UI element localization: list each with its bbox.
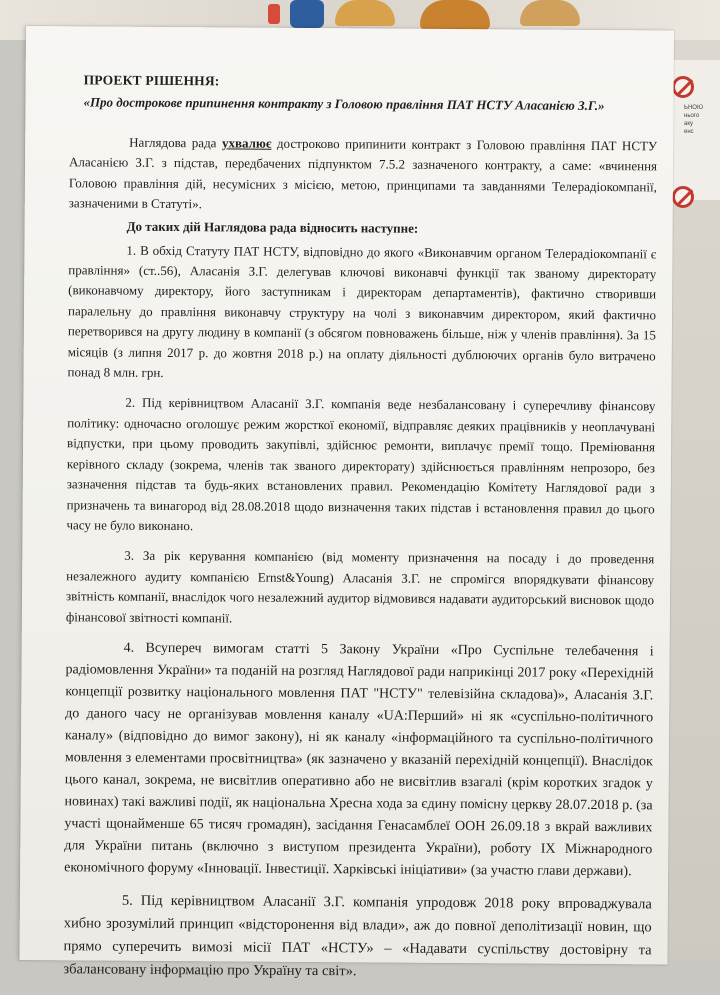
list-item: 3. За рік керування компанією (від моменту призначення на посаду і до проведення незалежного аудиту компанією Ernst&Young) Аласанія З.Г. не спромігся впорядкувати фінансову звітність компанії, внаслідок чого незалежний аудитор відмовився надавати аудиторський висновок щодо фінансової звітності компанії. [65,548,655,625]
no-smoking-icon [672,76,694,98]
intro-paragraph [69,132,658,218]
document-title: ПРОЕКТ РІШЕННЯ: [83,72,220,89]
side-card-note: ЬНОЮ нього аку енс [684,105,703,135]
paper-sheet [19,26,674,980]
section-heading: До таких дій Наглядова рада відносить наступне: [126,218,419,236]
food-image-1 [335,0,395,26]
list-item: 2. Під керівництвом Аласанії З.Г. компанія веде незбалансовану і суперечливу фінансову політику: одночасно оголошує режим жорсткої економії, відправляє деяких працівників у неоплачувані відпустки, при цьому проводить закупівлі, здійснює ремонти, виплачує премії тощо. Преміювання керівного складу (зокрема, членів так званого директорату) здійснюється правлінням непрозоро, без зазначення підстав та будь-яких встановлених правил. Рекомендацію Комітету Наглядової ради з призначень та винагород від 28.08.2018 щодо визначення таких підстав і встановлення правил до цього часу не було виконано. [66,395,656,534]
food-image-2 [520,0,580,26]
list-item: 1. В обхід Статуту ПАТ НСТУ, відповідно до якого «Виконавчим органом Телерадіокомпанії є правління» (ст..56), Аласанія З.Г. делегував ключові виконавчі функції так званому директорату (виконавчому директору, його заступникам і директорам департаментів), фактично створивши паралельну до правління виконавчу структуру на чолі з виконавчим директором, який фактично перетворився на другу людину в компанії (з обсягом повноважень більше, ніж у членів правління). За 15 місяців (з липня 2017 р. до жовтня 2018 р.) на оплату діяльності дублюючих органів було витрачено понад 8 млн. грн. [67,242,657,381]
intro-rest: достроково припинити контракт з Головою правління ПАТ НСТУ Аласанією З.Г. з підстав, передбачених підпунктом 7.5.2 зазначеного контракту, а саме: «вчинення Головою правління дій, несумісних з місією, метою, принципами та завданнями Телерадіокомпанії, зазначеними в Статуті». [68,135,658,212]
burger-image [420,0,490,30]
cup-image [290,0,324,28]
document-body [63,72,657,995]
list-item: 4. Всупереч вимогам статті 5 Закону України «Про Суспільне телебачення і радіомовлення України» та поданій на розгляд Наглядової ради наприкінці 2017 року «Перехідній концепції розвитку національного мовлення ПАТ "НСТУ" телевізійна складова)», Аласанія З.Г. до даного часу не організував мовлення каналу «UA:Перший» ні як «суспільно-політичного каналу» (відповідно до вимог закону), ні як каналу «інформаційного та суспільно-політичного мовлення з елементами просвітництва» (як зазначено у вказаній перехідній концепції). Внаслідок цього канал, зокрема, не висвітлив оперативно або не висвітлив взагалі (крім коротких згадок у новинах) такі важливі події, як національна Хресна хода за єдину помісну церкву 28.07.2018 р. (за участі щонайменше 65 тисяч громадян), засідання Генасамблеї ООН 26.09.18 з вкрай важливих для України питань (включно з виступом президента України), роботу IX Міжнародного економічного форуму «Інновації. Інвестиції. Харківські ініціативи» (за участю глави держави). [64,640,654,880]
no-smoking-icon [672,186,694,208]
intro-verb: ухвалює [221,135,272,151]
list-item: 5. Під керівництвом Аласанії З.Г. компанія упродовж 2018 року впроваджувала хибно зрозумілий принцип «відсторонення від влади», аж до повної деполітизації новин, що прямо суперечить вимозі місії ПАТ «НСТУ» – «Надавати суспільству достовірну та збалансовану інформацію про Україну та світ». [63,892,652,980]
intro-lead: Наглядова рада [129,134,223,151]
document-subtitle: «Про дострокове припинення контракту з Головою правління ПАТ НСТУ Аласанією З.Г.» [83,94,605,114]
can-image [268,4,280,24]
